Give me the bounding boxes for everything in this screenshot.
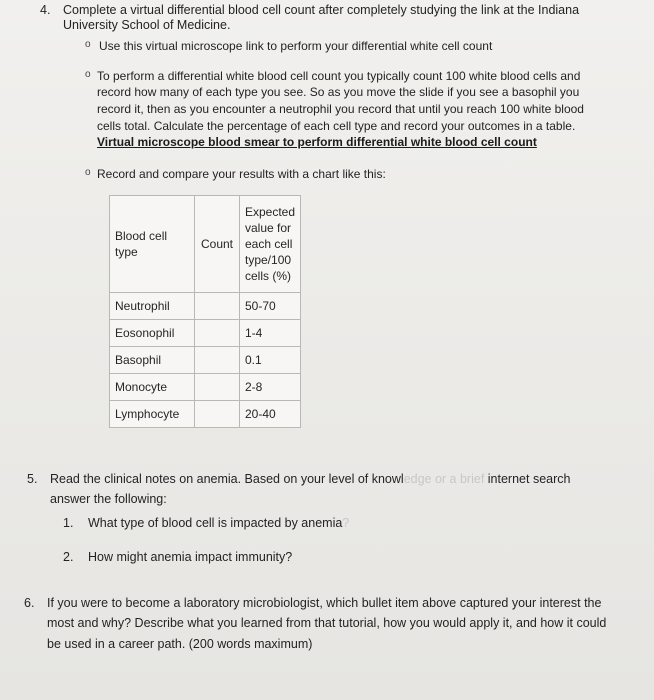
bullet-3-text: Record and compare your results with a chart like this: — [97, 167, 386, 181]
q6-line-3: be used in a career path. (200 words maximum) — [47, 637, 313, 651]
table-row — [110, 374, 301, 401]
cell-type: Monocyte — [110, 374, 195, 401]
header-cell-expected — [240, 196, 301, 293]
q4-line-1: Complete a virtual differential blood cell count after completely studying the link at the Indiana — [63, 3, 580, 17]
q5-item-1-number: 1. — [63, 516, 74, 530]
q5-item-1-text — [88, 515, 349, 531]
table-row — [110, 347, 301, 374]
q5-item-2-number: 2. — [63, 550, 74, 564]
bullet-2-line-2: record how many of each type you see. So as you move the slide if you see a basophil you — [97, 85, 580, 99]
cell-expected: 1-4 — [240, 320, 301, 347]
q4-line-2: University School of Medicine. — [63, 18, 231, 32]
cell-count[interactable] — [195, 293, 240, 320]
q6-line-2: most and why? Describe what you learned from that tutorial, how you would apply it, and how it could — [47, 616, 607, 630]
cell-type: Eosonophil — [110, 320, 195, 347]
cell-expected: 2-8 — [240, 374, 301, 401]
bullet-2-line-4: cells total. Calculate the percentage of each cell type and record your outcomes in a table. — [97, 119, 576, 133]
bullet-2-line-3: record it, then as you encounter a neutrophil you record that until you reach 100 white blood — [97, 102, 584, 116]
q5-item-1-main: What type of blood cell is impacted by anemia — [88, 516, 343, 530]
cell-expected: 20-40 — [240, 401, 301, 428]
q5-item-1-faded: ? — [342, 516, 350, 530]
bullet-icon: o — [85, 69, 91, 80]
header-expected-line: cells (%) — [245, 269, 292, 283]
q5-line-1-end: internet search — [487, 472, 571, 486]
header-expected-line: Expected — [245, 205, 296, 219]
q6-number: 6. — [24, 596, 35, 610]
cell-expected: 50-70 — [240, 293, 301, 320]
q5-line-1-main: Read the clinical notes on anemia. Based on your level of knowl — [50, 472, 404, 486]
table-row — [110, 401, 301, 428]
table-row — [110, 293, 301, 320]
cell-type: Basophil — [110, 347, 195, 374]
q5-item-2-text: How might anemia impact immunity? — [88, 550, 293, 564]
q5-number: 5. — [27, 472, 38, 486]
bullet-icon: o — [85, 39, 91, 50]
header-expected-line: type/100 — [245, 253, 292, 267]
cell-count[interactable] — [195, 320, 240, 347]
table-row — [110, 320, 301, 347]
cell-type: Lymphocyte — [110, 401, 195, 428]
q5-line-1-faded: edge or a brief — [403, 472, 485, 486]
cell-count[interactable] — [195, 401, 240, 428]
header-expected-line: each cell — [245, 237, 293, 251]
cell-type: Neutrophil — [110, 293, 195, 320]
bullet-2-line-1: To perform a differential white blood cell count you typically count 100 white blood cells and — [97, 69, 581, 83]
q4-number: 4. — [40, 3, 51, 17]
header-expected-line: value for — [245, 221, 292, 235]
cell-count[interactable] — [195, 347, 240, 374]
header-cell-type — [110, 196, 195, 293]
q5-line-1 — [50, 471, 570, 487]
table-header-row — [110, 196, 301, 293]
blood-cell-table — [109, 195, 301, 428]
q6-line-1: If you were to become a laboratory microbiologist, which bullet item above captured your interest the — [47, 596, 602, 610]
cell-expected: 0.1 — [240, 347, 301, 374]
q5-line-2: answer the following: — [50, 492, 167, 506]
cell-count[interactable] — [195, 374, 240, 401]
header-cell-count: Count — [195, 196, 240, 293]
virtual-microscope-link[interactable]: Virtual microscope blood smear to perform differential white blood cell count — [97, 135, 537, 149]
header-type-line: Blood cell — [115, 229, 168, 243]
bullet-icon: o — [85, 167, 91, 178]
bullet-1-text: Use this virtual microscope link to perform your differential white cell count — [99, 39, 493, 53]
header-type-line: type — [115, 245, 138, 259]
